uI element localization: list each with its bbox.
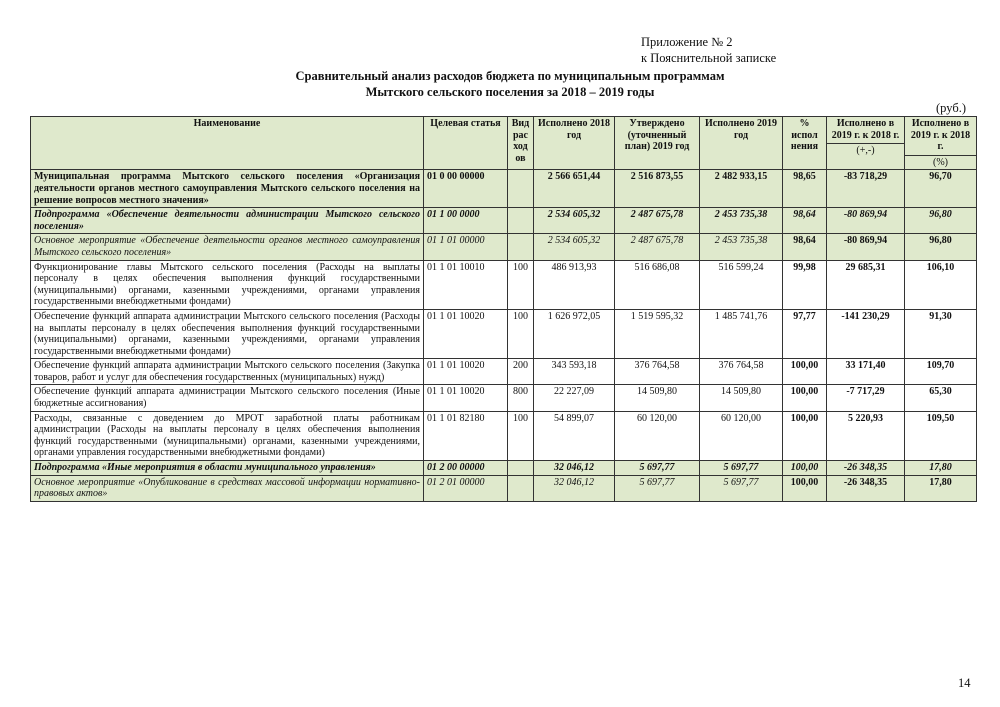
cell-diff: -26 348,35: [827, 461, 905, 476]
cell-name: Основное мероприятие «Опубликование в средствах массовой информации нормативно-правовых актов»: [31, 475, 424, 501]
col-header-name: Наименование: [31, 117, 424, 170]
table-row: [31, 411, 977, 460]
appendix-line-2: к Пояснительной записке: [641, 51, 777, 65]
cell-diff: 33 171,40: [827, 359, 905, 385]
cell-exec2019: 516 599,24: [700, 260, 783, 309]
cell-vr: 100: [508, 309, 534, 358]
cell-name: Обеспечение функций аппарата администрации Мытского сельского поселения (Расходы на выплаты персоналу в целях обеспечения выполнения функций государственными (муниципальными) органами, казенными учреждениями, органами управления государственными внебюджетными фондами): [31, 309, 424, 358]
cell-approved2019: 5 697,77: [615, 461, 700, 476]
cell-exec2018: 2 534 605,32: [534, 234, 615, 260]
cell-exec2019: 2 482 933,15: [700, 170, 783, 208]
cell-vr: [508, 208, 534, 234]
table-row: [31, 461, 977, 476]
appendix-note: [641, 34, 776, 66]
col-header-ratio-sub: (%): [905, 155, 976, 169]
cell-code: 01 1 01 82180: [424, 411, 508, 460]
cell-ratio: 106,10: [905, 260, 977, 309]
col-header-code: Целевая статья: [424, 117, 508, 170]
col-header-diff: [827, 117, 905, 170]
col-header-diff-sub: (+,-): [827, 143, 904, 157]
cell-vr: [508, 461, 534, 476]
table-row: [31, 385, 977, 411]
cell-diff: -83 718,29: [827, 170, 905, 208]
table-row: [31, 309, 977, 358]
cell-exec2018: 22 227,09: [534, 385, 615, 411]
col-header-exec2019: Исполнено 2019 год: [700, 117, 783, 170]
table-row: [31, 260, 977, 309]
cell-exec2018: 32 046,12: [534, 461, 615, 476]
cell-code: 01 2 01 00000: [424, 475, 508, 501]
cell-code: 01 1 01 00000: [424, 234, 508, 260]
cell-diff: -80 869,94: [827, 208, 905, 234]
cell-vr: 800: [508, 385, 534, 411]
cell-vr: [508, 170, 534, 208]
cell-vr: 100: [508, 411, 534, 460]
cell-exec2019: 5 697,77: [700, 475, 783, 501]
cell-ratio: 96,80: [905, 234, 977, 260]
cell-ratio: 91,30: [905, 309, 977, 358]
document-title: [230, 68, 790, 100]
budget-table: [30, 116, 977, 502]
col-header-pct: % испол нения: [783, 117, 827, 170]
cell-ratio: 65,30: [905, 385, 977, 411]
cell-code: 01 0 00 00000: [424, 170, 508, 208]
cell-approved2019: 2 516 873,55: [615, 170, 700, 208]
cell-diff: 5 220,93: [827, 411, 905, 460]
cell-diff: -141 230,29: [827, 309, 905, 358]
cell-exec2019: 376 764,58: [700, 359, 783, 385]
cell-approved2019: 14 509,80: [615, 385, 700, 411]
cell-pct: 100,00: [783, 461, 827, 476]
cell-code: 01 1 01 10020: [424, 385, 508, 411]
cell-exec2018: 32 046,12: [534, 475, 615, 501]
cell-pct: 97,77: [783, 309, 827, 358]
cell-name: Подпрограмма «Обеспечение деятельности администрации Мытского сельского поселения»: [31, 208, 424, 234]
table-row: [31, 234, 977, 260]
cell-exec2018: 486 913,93: [534, 260, 615, 309]
table-row: [31, 359, 977, 385]
cell-name: Расходы, связанные с доведением до МРОТ заработной платы работникам администрации (Расходы на выплаты персоналу в целях обеспечения выполнения функций государственными (муниципальными) органами, казенными учреждениями, органами управления государственными внебюджетными фондами): [31, 411, 424, 460]
cell-exec2019: 1 485 741,76: [700, 309, 783, 358]
cell-exec2019: 5 697,77: [700, 461, 783, 476]
cell-exec2019: 14 509,80: [700, 385, 783, 411]
cell-ratio: 109,50: [905, 411, 977, 460]
cell-approved2019: 516 686,08: [615, 260, 700, 309]
cell-vr: 100: [508, 260, 534, 309]
col-header-vr: Вид рас ход ов: [508, 117, 534, 170]
cell-approved2019: 2 487 675,78: [615, 208, 700, 234]
cell-pct: 98,64: [783, 234, 827, 260]
cell-ratio: 96,80: [905, 208, 977, 234]
cell-name: Обеспечение функций аппарата администрации Мытского сельского поселения (Иные бюджетные ассигнования): [31, 385, 424, 411]
cell-approved2019: 5 697,77: [615, 475, 700, 501]
col-header-exec2018: Исполнено 2018 год: [534, 117, 615, 170]
cell-approved2019: 2 487 675,78: [615, 234, 700, 260]
cell-pct: 98,65: [783, 170, 827, 208]
cell-exec2018: 2 534 605,32: [534, 208, 615, 234]
cell-diff: -7 717,29: [827, 385, 905, 411]
cell-exec2018: 343 593,18: [534, 359, 615, 385]
cell-name: Муниципальная программа Мытского сельского поселения «Организация деятельности органов местного самоуправления Мытского сельского поселения на решение вопросов местного значения»: [31, 170, 424, 208]
cell-pct: 100,00: [783, 411, 827, 460]
table-header-row: [31, 117, 977, 170]
cell-ratio: 17,80: [905, 475, 977, 501]
table-row: [31, 475, 977, 501]
col-header-approved2019: Утверждено (уточненный план) 2019 год: [615, 117, 700, 170]
table-row: [31, 170, 977, 208]
cell-pct: 100,00: [783, 359, 827, 385]
cell-code: 01 2 00 00000: [424, 461, 508, 476]
cell-code: 01 1 01 10020: [424, 309, 508, 358]
appendix-line-1: Приложение № 2: [641, 35, 733, 49]
cell-pct: 100,00: [783, 385, 827, 411]
cell-name: Функционирование главы Мытского сельского поселения (Расходы на выплаты персоналу в целях обеспечения выполнения функций государственными (муниципальными) органами, казенными учреждениями, органами управления государственными внебюджетными фондами): [31, 260, 424, 309]
cell-name: Обеспечение функций аппарата администрации Мытского сельского поселения (Закупка товаров, работ и услуг для обеспечения государственных (муниципальных) нужд): [31, 359, 424, 385]
cell-ratio: 96,70: [905, 170, 977, 208]
cell-exec2019: 60 120,00: [700, 411, 783, 460]
cell-code: 01 1 00 0000: [424, 208, 508, 234]
cell-name: Подпрограмма «Иные мероприятия в области муниципального управления»: [31, 461, 424, 476]
cell-pct: 99,98: [783, 260, 827, 309]
cell-code: 01 1 01 10020: [424, 359, 508, 385]
cell-vr: [508, 475, 534, 501]
cell-vr: [508, 234, 534, 260]
table-row: [31, 208, 977, 234]
cell-name: Основное мероприятие «Обеспечение деятельности органов местного самоуправления Мытского сельского поселения»: [31, 234, 424, 260]
cell-exec2019: 2 453 735,38: [700, 208, 783, 234]
cell-code: 01 1 01 10010: [424, 260, 508, 309]
cell-exec2018: 1 626 972,05: [534, 309, 615, 358]
cell-pct: 100,00: [783, 475, 827, 501]
units-label: (руб.): [936, 101, 966, 115]
cell-ratio: 109,70: [905, 359, 977, 385]
cell-diff: -80 869,94: [827, 234, 905, 260]
cell-pct: 98,64: [783, 208, 827, 234]
cell-ratio: 17,80: [905, 461, 977, 476]
cell-vr: 200: [508, 359, 534, 385]
col-header-diff-label: Исполнено в 2019 г. к 2018 г.: [831, 118, 900, 141]
col-header-ratio-label: Исполнено в 2019 г. к 2018 г.: [910, 118, 971, 153]
cell-exec2018: 54 899,07: [534, 411, 615, 460]
title-line-2: Мытского сельского поселения за 2018 – 2019 годы: [365, 85, 655, 99]
cell-exec2019: 2 453 735,38: [700, 234, 783, 260]
cell-diff: -26 348,35: [827, 475, 905, 501]
title-line-1: Сравнительный анализ расходов бюджета по муниципальным программам: [295, 69, 725, 83]
col-header-ratio: [905, 117, 977, 170]
page-number: 14: [958, 676, 971, 690]
cell-approved2019: 376 764,58: [615, 359, 700, 385]
cell-approved2019: 60 120,00: [615, 411, 700, 460]
cell-diff: 29 685,31: [827, 260, 905, 309]
cell-exec2018: 2 566 651,44: [534, 170, 615, 208]
cell-approved2019: 1 519 595,32: [615, 309, 700, 358]
